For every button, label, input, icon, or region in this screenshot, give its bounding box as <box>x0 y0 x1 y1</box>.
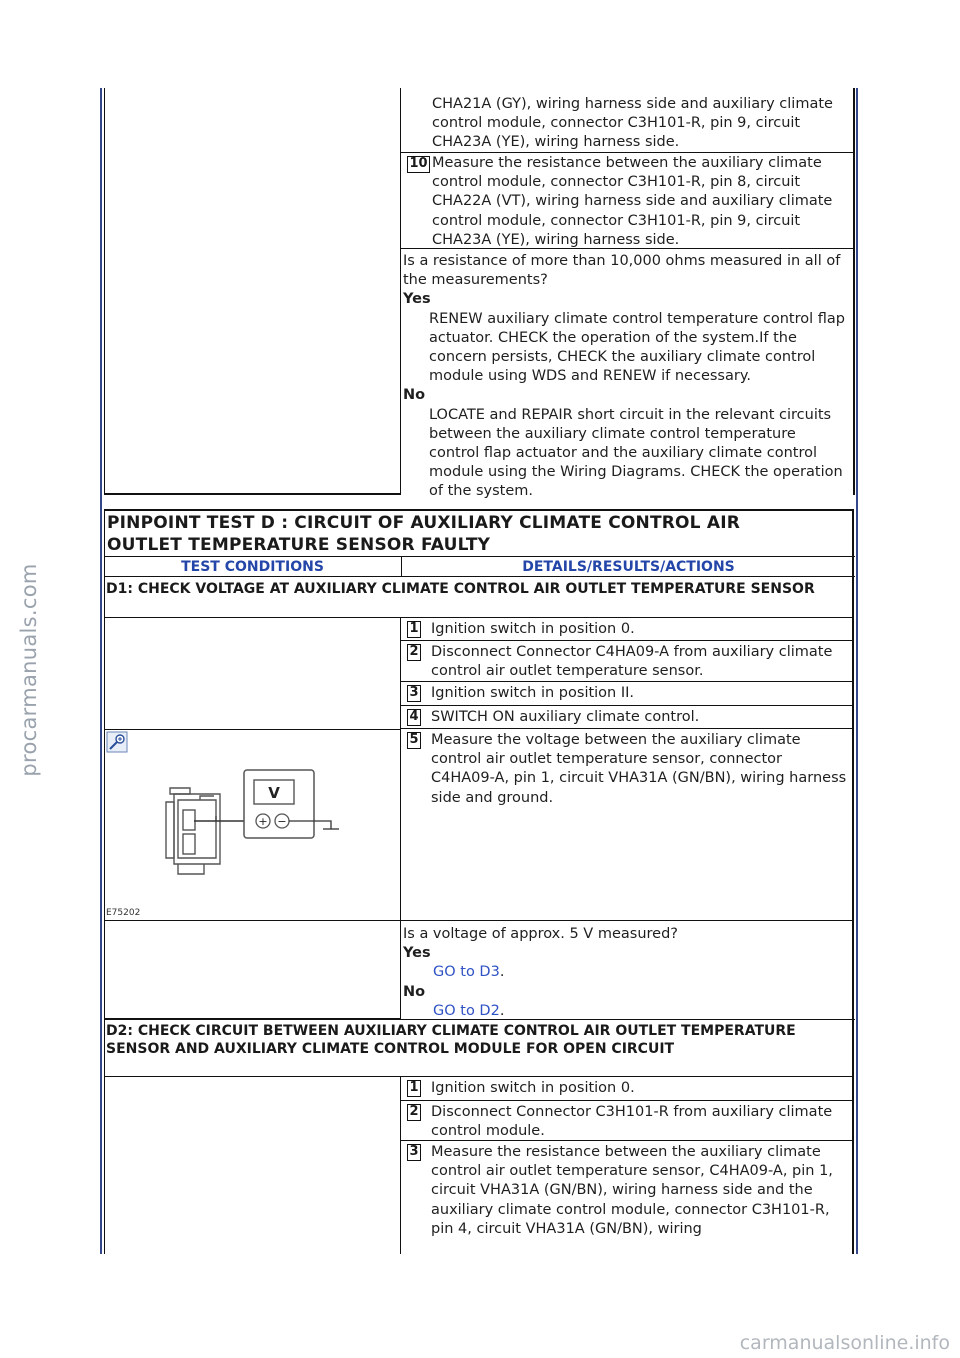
prev-yes-label: Yes <box>403 291 431 308</box>
period: . <box>499 964 505 981</box>
step-text: SWITCH ON auxiliary climate control. <box>431 709 700 725</box>
side-watermark-text: procarmanuals.com <box>17 563 41 777</box>
step-number-badge: 5 <box>407 732 421 749</box>
step-text: Disconnect Connector C3H101-R from auxiliary climate control module. <box>431 1104 833 1140</box>
page-right-rule <box>856 88 858 1254</box>
step-number-badge: 1 <box>407 621 421 638</box>
d1-no-label: No <box>403 983 426 1000</box>
zoom-icon[interactable] <box>107 732 127 752</box>
d2-heading: D2: CHECK CIRCUIT BETWEEN AUXILIARY CLIMATE CONTROL AIR OUTLET TEMPERATURE SENSOR AND AUXILIARY CLIMATE CONTROL MODULE FOR OPEN CIRCUIT <box>104 1019 855 1058</box>
d1-step-5 <box>401 728 854 920</box>
prev-no-text: LOCATE and REPAIR short circuit in the relevant circuits between the auxiliary climate control temperature control flap actuator and the auxiliary climate control module using the Wiring Diagrams. CHECK the operation of the system. <box>429 406 843 500</box>
prev-no-label: No <box>403 387 426 404</box>
step-number-badge: 4 <box>407 709 421 726</box>
step-number-badge: 10 <box>407 156 430 173</box>
d2-step-1 <box>401 1076 854 1100</box>
prev-step10-text: Measure the resistance between the auxiliary climate control module, connector C3H101-R, pin 8, circuit CHA22A (VT), wiring harness side and auxiliary climate control module, connector C3H101-R, pin 9, circuit CHA23A (YE), wiring harness side. <box>432 155 833 248</box>
prev-result <box>401 248 854 500</box>
step-text: Disconnect Connector C4HA09-A from auxiliary climate control air outlet temperature sensor. <box>431 644 833 680</box>
step-number-badge: 2 <box>407 644 421 661</box>
d1-step-2 <box>401 640 854 681</box>
prev-question: Is a resistance of more than 10,000 ohms measured in all of the measurements? <box>403 253 841 289</box>
step-text: Measure the voltage between the auxiliary climate control air outlet temperature sensor, connector C4HA09-A, pin 1, circuit VHA31A (GN/BN), wiring harness side and ground. <box>431 732 847 806</box>
step-number-badge: 1 <box>407 1080 421 1097</box>
column-header-row <box>104 556 855 577</box>
col-test-conditions: TEST CONDITIONS <box>181 559 324 575</box>
d2-step-3 <box>401 1140 854 1254</box>
d1-question: Is a voltage of approx. 5 V measured? <box>403 926 678 942</box>
d1-step-4 <box>401 705 854 728</box>
prev-left-column <box>104 88 401 495</box>
step-text: Ignition switch in position 0. <box>431 621 635 637</box>
meter-minus: − <box>277 815 287 828</box>
page-left-rule <box>100 88 102 1254</box>
d2-step-2 <box>401 1100 854 1140</box>
step-text: Measure the resistance between the auxiliary climate control air outlet temperature sensor, C4HA09-A, pin 1, circuit VHA31A (GN/BN), wiring harness side and the auxiliary climate control module, connector C3H101-R, pin 4, circuit VHA31A (GN/BN), wiring <box>431 1144 833 1237</box>
step-number-badge: 2 <box>407 1104 421 1121</box>
d1-figure <box>104 729 400 921</box>
bottom-watermark: carmanualsonline.info <box>739 1332 950 1354</box>
test-d-title: PINPOINT TEST D : CIRCUIT OF AUXILIARY CLIMATE CONTROL AIR OUTLET TEMPERATURE SENSOR FAULTY <box>107 513 741 555</box>
d1-step-1 <box>401 617 854 639</box>
d1-heading: D1: CHECK VOLTAGE AT AUXILIARY CLIMATE CONTROL AIR OUTLET TEMPERATURE SENSOR <box>106 581 815 597</box>
step-text: Ignition switch in position II. <box>431 685 635 701</box>
prev-step10-row <box>401 152 854 248</box>
go-to-d2-link[interactable]: GO to D2 <box>433 1002 500 1019</box>
step-number-badge: 3 <box>407 1144 421 1161</box>
step-text: Ignition switch in position 0. <box>431 1080 635 1096</box>
side-watermark <box>12 560 46 780</box>
d2-left-column <box>104 1076 401 1254</box>
d1-left-column <box>104 617 401 1019</box>
d1-yes-label: Yes <box>403 945 431 962</box>
step-number-badge: 3 <box>407 685 421 702</box>
meter-label: V <box>268 784 280 802</box>
connector-drawing <box>166 788 220 874</box>
figure-code: E75202 <box>106 908 141 918</box>
d1-step-3 <box>401 681 854 705</box>
col-details: DETAILS/RESULTS/ACTIONS <box>522 559 735 575</box>
d1-result <box>401 920 854 1019</box>
voltage-measurement-diagram <box>104 730 400 920</box>
meter-plus: + <box>258 815 268 828</box>
go-to-d3-link[interactable]: GO to D3 <box>433 964 500 981</box>
voltmeter-drawing <box>244 770 314 838</box>
prev-step9-continued <box>432 95 852 153</box>
prev-step9-text: CHA21A (GY), wiring harness side and auxiliary climate control module, connector C3H101-R, pin 9, circuit CHA23A (YE), wiring harness side. <box>432 96 833 151</box>
period: . <box>499 1002 505 1019</box>
prev-yes-text: RENEW auxiliary climate control temperature control flap actuator. CHECK the operation of the system.If the concern persists, CHECK the auxiliary climate control module using WDS and RENEW if necessary. <box>429 310 845 385</box>
